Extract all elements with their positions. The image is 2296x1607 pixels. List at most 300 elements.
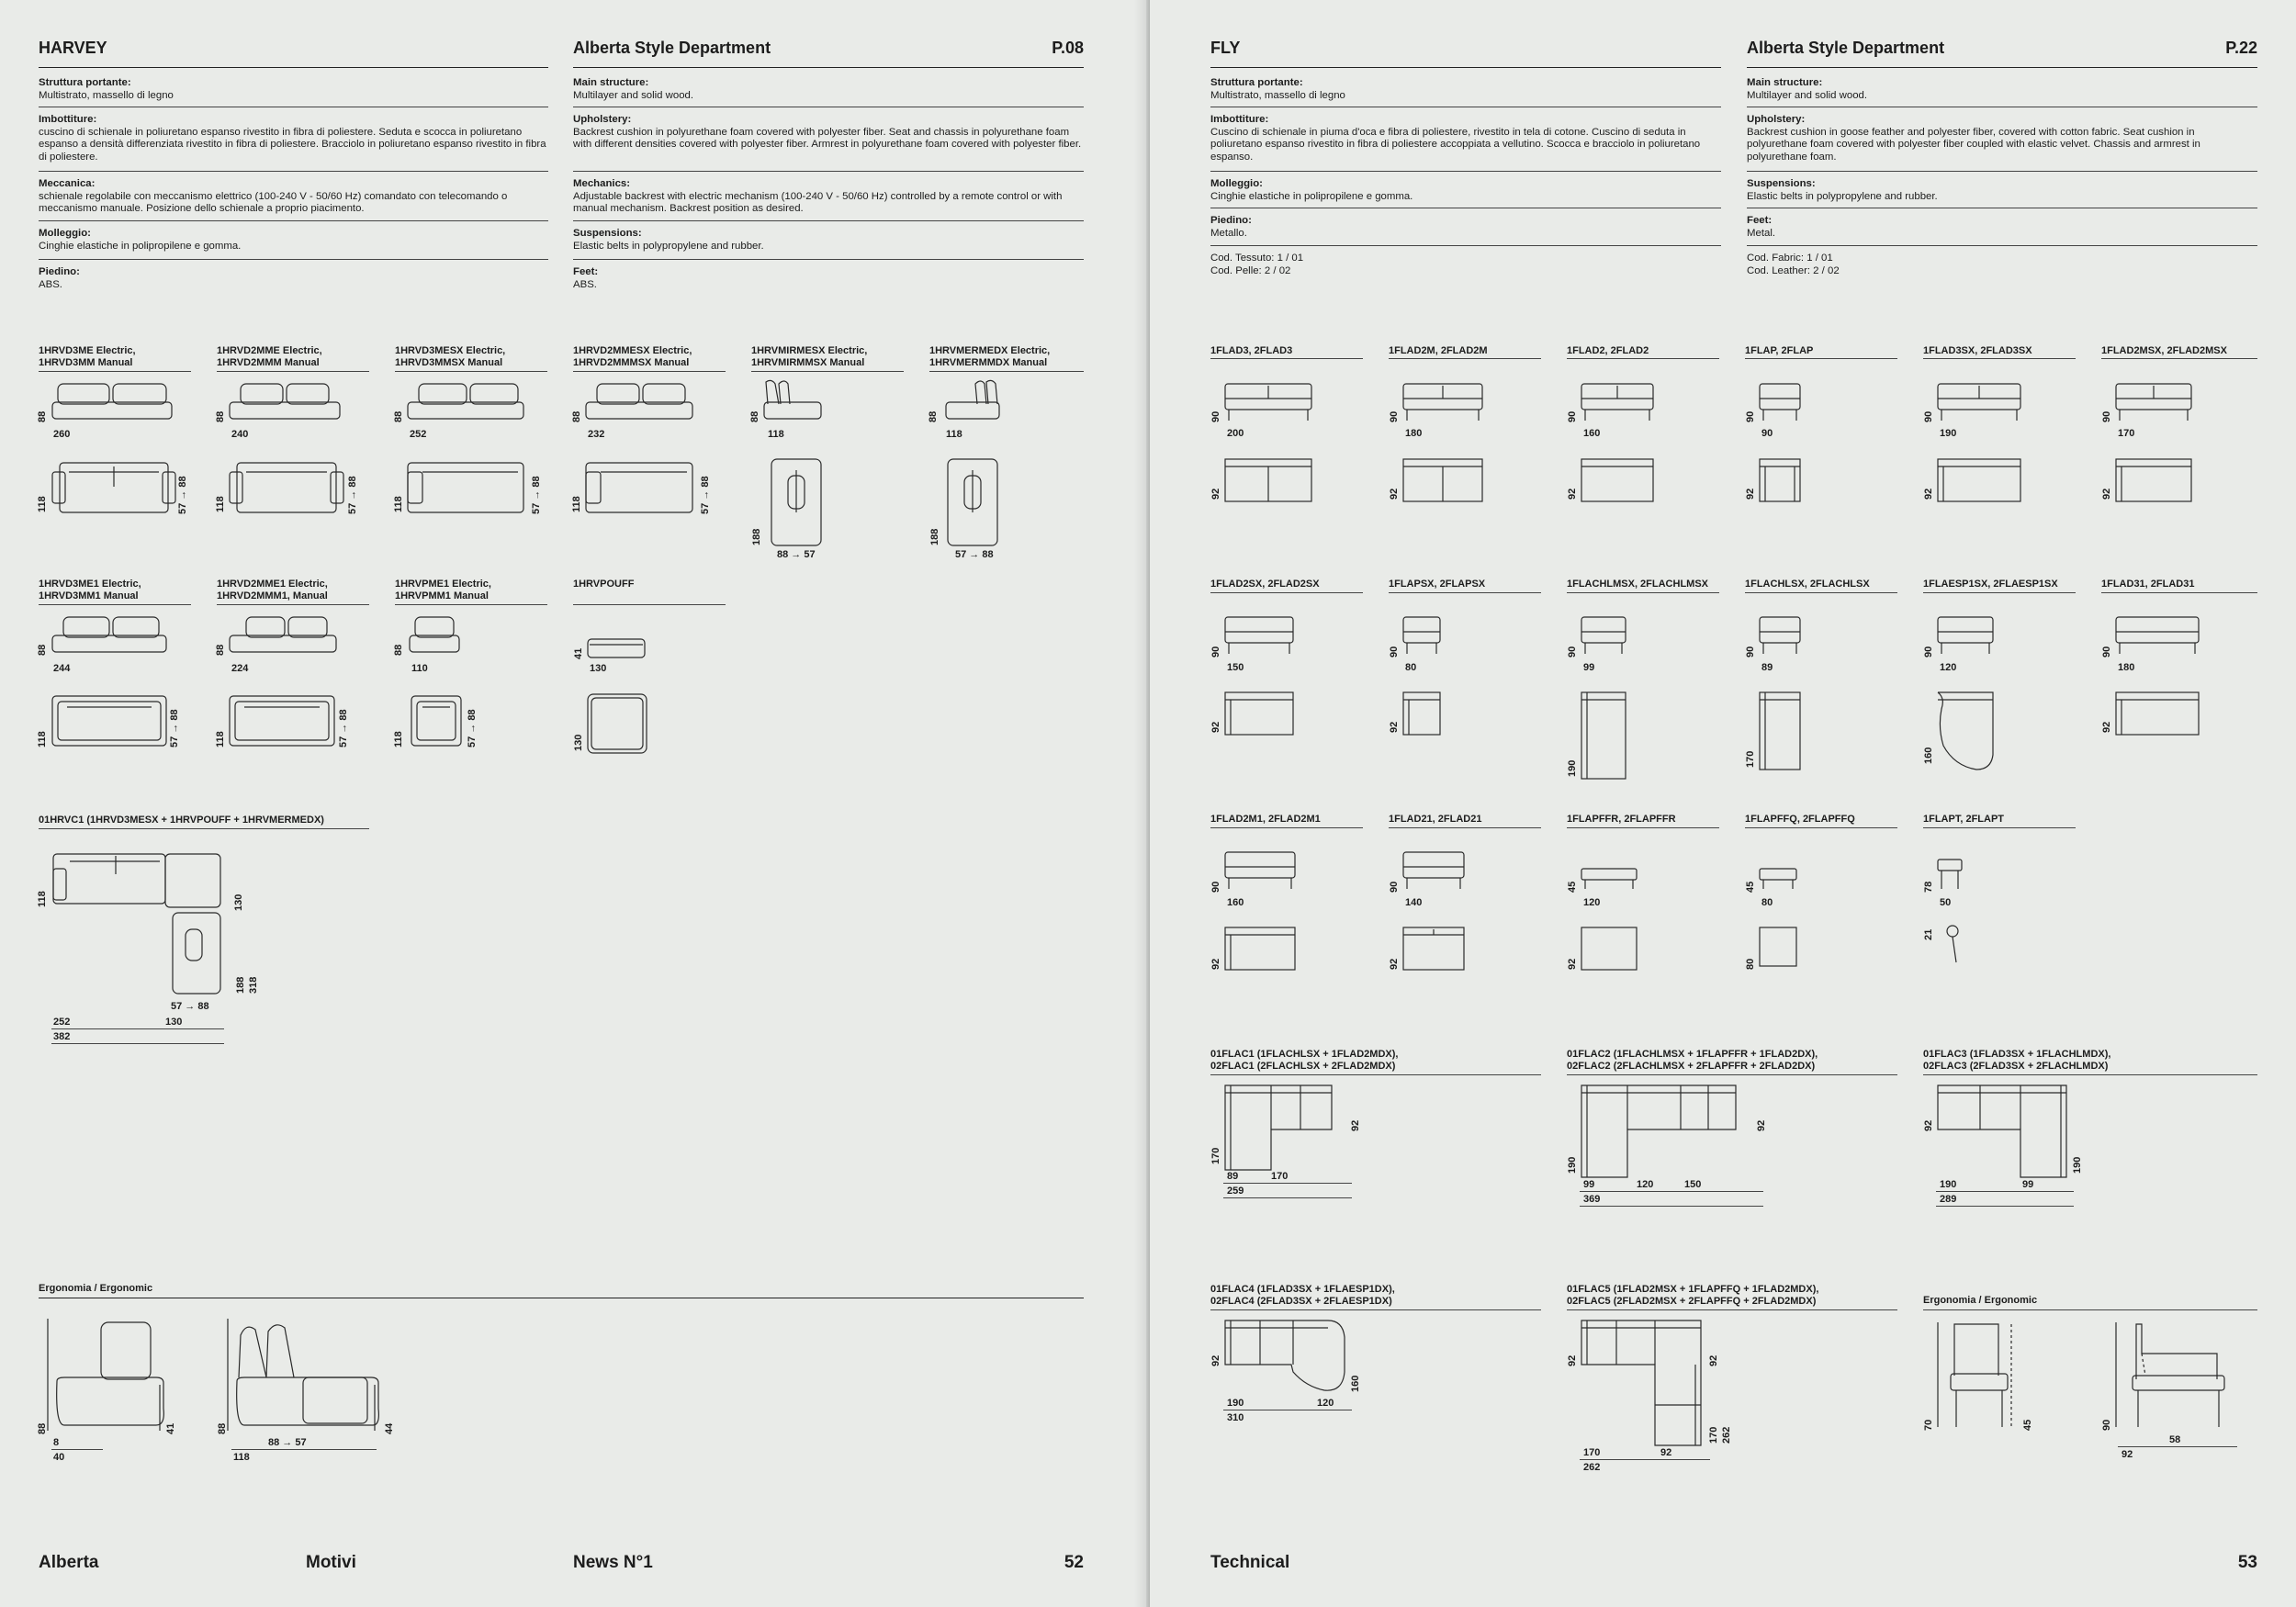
width-dim: 58 xyxy=(2169,1434,2181,1445)
module-rule xyxy=(1923,827,2076,828)
header-rule xyxy=(1210,67,1721,68)
header-rule xyxy=(39,67,548,68)
module-label xyxy=(395,579,491,601)
module-rule xyxy=(1745,592,1897,593)
width-dim: 50 xyxy=(1940,897,1952,908)
width-dim: 150 xyxy=(1227,662,1244,673)
composition-rule xyxy=(1567,1074,1897,1075)
height-dim: 90 xyxy=(2101,646,2112,657)
spec-rule xyxy=(573,220,1084,221)
spec-block-it xyxy=(39,228,548,253)
composition-label xyxy=(1210,1284,1395,1307)
spec-rule xyxy=(39,171,548,172)
footer-section: Motivi xyxy=(306,1553,356,1572)
spec-text: Metal. xyxy=(1747,227,1776,239)
spec-text: schienale regolabile con meccanismo elettrico (100-240 V - 50/60 Hz) comandato con telecomando o meccanismo manuale. Posizione dello schienale a proprio piacimento. xyxy=(39,190,508,215)
module-code: 1HRVD2MME1 Electric, xyxy=(217,579,328,590)
module-rule xyxy=(39,371,191,372)
width-dim: 80 xyxy=(1761,897,1773,908)
armchair-plan-drawing xyxy=(1401,691,1457,736)
module-rule xyxy=(573,371,726,372)
height-dim: 78 xyxy=(1923,881,1934,893)
recline-dim: 88 → 57 xyxy=(268,1437,307,1448)
dim-rule xyxy=(51,1043,224,1044)
spec-text: Multistrato, massello di legno xyxy=(39,89,174,101)
spec-block-it xyxy=(1210,178,1721,203)
width-dim: 310 xyxy=(1227,1412,1244,1423)
ergonomic-side-drawing xyxy=(1936,1320,2028,1431)
spec-text: Multilayer and solid wood. xyxy=(1747,89,1868,101)
depth-dim: 190 xyxy=(1567,1156,1578,1174)
width-dim: 160 xyxy=(1583,428,1601,439)
module-label xyxy=(39,345,136,368)
height-dim: 90 xyxy=(2101,410,2112,422)
width-dim: 92 xyxy=(1660,1447,1672,1458)
sofa-side-drawing xyxy=(228,378,347,424)
module-rule xyxy=(1923,358,2076,359)
composition-rule xyxy=(1567,1309,1897,1310)
spec-heading: Piedino: xyxy=(1210,215,1252,226)
width-dim: 369 xyxy=(1583,1194,1601,1205)
depth-dim: 118 xyxy=(393,496,404,512)
depth-dim: 92 xyxy=(1567,1354,1578,1366)
spec-code: Cod. Leather: 2 / 02 xyxy=(1747,264,1840,276)
spec-heading: Main structure: xyxy=(1747,77,1823,88)
ergonomic-side-drawing xyxy=(46,1317,184,1436)
ergonomic-label: Ergonomia / Ergonomic xyxy=(39,1283,153,1294)
module-code: 1HRVD2MME Electric, xyxy=(217,345,322,356)
footer-page-number: 53 xyxy=(2237,1553,2257,1572)
composition-plan-drawing xyxy=(1580,1082,1763,1183)
depth-dim: 92 xyxy=(1350,1119,1361,1131)
height-dim: 88 xyxy=(217,1422,228,1434)
spec-text: Backrest cushion in goose feather and polyester fiber, covered with cotton fabric. Seat cushion in polyurethane foam covered with polyester fiber coupled with elastic velvet. Chassis and armrest in polyurethane foam. xyxy=(1747,126,2200,163)
width-dim: 118 xyxy=(768,429,784,440)
module-rule xyxy=(1567,592,1719,593)
width-dim: 8 xyxy=(53,1437,60,1448)
spec-text: Adjustable backrest with electric mechanism (100-240 V - 50/60 Hz) controlled by a remote control or with manual mechanism. Backrest position as desired. xyxy=(573,190,1063,215)
module-rule xyxy=(217,371,369,372)
spec-heading: Mechanics: xyxy=(573,178,631,189)
chaise-plan-drawing xyxy=(770,457,825,549)
recline-dim: 57 → 88 xyxy=(338,709,349,747)
depth-dim: 170 xyxy=(1210,1147,1221,1164)
chair-plan-drawing xyxy=(410,694,465,749)
spec-text: Cuscino di schienale in piuma d'oca e fibra di poliestere, rivestito in tela di cotone. Cuscino di seduta in poliuretano espanso rivestito in fibra di poliestere accoppiata a vellutino. Scocca e bracciolo in poliuretano espanso. xyxy=(1210,126,1701,163)
sofa-plan-drawing xyxy=(1223,457,1315,503)
sofa-plan-drawing xyxy=(51,694,179,749)
dim-rule xyxy=(1580,1459,1710,1460)
spec-block-en xyxy=(573,228,1084,253)
composition-plan-drawing xyxy=(1580,1317,1727,1455)
composition-plan-drawing xyxy=(51,852,235,999)
spec-heading: Imbottiture: xyxy=(1210,114,1269,125)
module-label: 1FLACHLMSX, 2FLACHLMSX xyxy=(1567,579,1708,590)
depth-dim: 92 xyxy=(1923,488,1934,500)
height-dim: 88 xyxy=(37,1422,48,1434)
module-label xyxy=(751,345,867,368)
width-dim: 99 xyxy=(1583,1179,1595,1190)
spec-block-it xyxy=(1210,253,1721,277)
width-dim: 89 xyxy=(1227,1171,1239,1182)
dim-rule xyxy=(1223,1197,1352,1198)
footer-page-number: 52 xyxy=(1064,1553,1084,1572)
module-code: 1HRVMERMMDX Manual xyxy=(929,356,1048,368)
module-rule xyxy=(1567,827,1719,828)
depth-dim: 92 xyxy=(2101,488,2112,500)
chair-side-drawing xyxy=(408,612,472,657)
spec-text: ABS. xyxy=(39,278,62,290)
sofa-side-drawing xyxy=(1936,380,2028,426)
pouf-plan-drawing xyxy=(1758,926,1813,972)
width-dim: 262 xyxy=(1583,1462,1601,1473)
recline-dim: 57 → 88 xyxy=(700,476,711,514)
width-dim: 120 xyxy=(1317,1398,1334,1409)
spec-text: Cinghie elastiche in polipropilene e gomma. xyxy=(1210,190,1413,202)
module-label xyxy=(39,579,141,601)
recline-dim: 57 → 88 xyxy=(955,549,994,560)
height-dim: 90 xyxy=(1210,646,1221,657)
width-dim: 80 xyxy=(1405,662,1417,673)
sofa-side-drawing xyxy=(1401,848,1493,894)
spec-block-en xyxy=(1747,215,2257,240)
armchair-side-drawing xyxy=(1758,380,1813,426)
width-dim: 180 xyxy=(1405,428,1423,439)
sofa-side-drawing xyxy=(1401,380,1493,426)
width-dim: 110 xyxy=(411,663,428,674)
width-dim: 252 xyxy=(410,429,427,440)
module-rule xyxy=(2101,592,2257,593)
width-dim: 244 xyxy=(53,663,71,674)
module-code: 1HRVD3MM1 Manual xyxy=(39,590,139,601)
side-table-drawing xyxy=(1936,858,1973,894)
sofa-side-drawing xyxy=(584,378,703,424)
composition-code: 02FLAC1 (2FLACHLSX + 2FLAD2MDX) xyxy=(1210,1060,1396,1072)
sofa-plan-drawing xyxy=(1223,691,1315,736)
module-rule xyxy=(1210,592,1363,593)
width-dim: 120 xyxy=(1637,1179,1654,1190)
ergonomic-label: Ergonomia / Ergonomic xyxy=(1923,1295,2038,1306)
width-dim: 89 xyxy=(1761,662,1773,673)
width-dim: 170 xyxy=(1583,1447,1601,1458)
depth-dim: 130 xyxy=(233,893,244,911)
module-label xyxy=(929,345,1050,368)
sofa-side-drawing xyxy=(1223,848,1315,894)
recline-dim: 57 → 88 xyxy=(177,476,188,514)
height-dim: 45 xyxy=(1567,881,1578,893)
recline-dim: 88 → 57 xyxy=(777,549,816,560)
ergonomic-rule xyxy=(1923,1309,2257,1310)
ergonomic-recline-drawing xyxy=(226,1317,391,1436)
height-dim: 88 xyxy=(571,410,582,422)
spec-text: Metallo. xyxy=(1210,227,1247,239)
module-label: 1FLAP, 2FLAP xyxy=(1745,345,1814,356)
recline-dim: 57 → 88 xyxy=(531,476,542,514)
height-dim: 88 xyxy=(393,644,404,656)
chair-side-drawing xyxy=(762,376,827,424)
width-dim: 190 xyxy=(1227,1398,1244,1409)
chaise-side-drawing xyxy=(1758,613,1813,659)
sofa-plan-drawing xyxy=(228,694,347,749)
recline-dim: 57 → 88 xyxy=(467,709,478,747)
dim-rule xyxy=(1223,1183,1352,1184)
height-dim: 90 xyxy=(1745,646,1756,657)
sofa-side-drawing xyxy=(228,612,347,657)
module-rule xyxy=(573,604,726,605)
spec-text: Multistrato, massello di legno xyxy=(1210,89,1345,101)
module-label: 1FLAD21, 2FLAD21 xyxy=(1389,814,1482,825)
module-code: 1HRVD3ME Electric, xyxy=(39,345,136,356)
composition-label xyxy=(1567,1284,1818,1307)
composition-code: 02FLAC3 (2FLAD3SX + 2FLACHLMDX) xyxy=(1923,1060,2109,1072)
sofa-plan-drawing xyxy=(1401,926,1493,972)
composition-code: 01FLAC4 (1FLAD3SX + 1FLAESP1DX), xyxy=(1210,1284,1395,1295)
module-code: 1HRVD2MMMSX Manual xyxy=(573,356,690,368)
sofa-plan-drawing xyxy=(228,459,347,516)
module-code: 1HRVPME1 Electric, xyxy=(395,579,491,590)
sofa-plan-drawing xyxy=(584,459,703,516)
sofa-side-drawing xyxy=(406,378,535,424)
spec-heading: Molleggio: xyxy=(1210,178,1263,189)
module-rule xyxy=(1210,358,1363,359)
module-label: 1FLAD2SX, 2FLAD2SX xyxy=(1210,579,1320,590)
spec-rule xyxy=(573,171,1084,172)
composition-plan-drawing xyxy=(1223,1082,1352,1183)
header-rule xyxy=(1747,67,2257,68)
height-dim: 41 xyxy=(573,647,584,659)
spec-code: Cod. Tessuto: 1 / 01 xyxy=(1210,253,1304,264)
height-dim: 90 xyxy=(1745,410,1756,422)
recline-dim: 57 → 88 xyxy=(171,1001,209,1012)
depth-dim: 190 xyxy=(1567,759,1578,777)
module-rule xyxy=(39,604,191,605)
dim-rule xyxy=(1580,1191,1763,1192)
depth-dim: 92 xyxy=(1756,1119,1767,1131)
module-label: 1FLAD31, 2FLAD31 xyxy=(2101,579,2195,590)
dim-rule xyxy=(1580,1206,1763,1207)
sofa-plan-drawing xyxy=(2114,457,2206,503)
depth-dim: 118 xyxy=(393,731,404,747)
module-code: 1HRVD2MMESX Electric, xyxy=(573,345,692,356)
depth-dim: 188 xyxy=(235,976,246,994)
height-dim: 90 xyxy=(1389,410,1400,422)
spec-block-en xyxy=(1747,114,2257,163)
module-label xyxy=(217,579,328,601)
width-dim: 40 xyxy=(53,1452,65,1463)
module-label xyxy=(573,345,692,368)
depth-dim: 170 xyxy=(1745,750,1756,768)
spec-heading: Feet: xyxy=(573,266,599,277)
depth-dim: 92 xyxy=(2101,721,2112,733)
module-code: 1HRVD3MESX Electric, xyxy=(395,345,506,356)
width-dim: 289 xyxy=(1940,1194,1957,1205)
height-dim: 90 xyxy=(1567,410,1578,422)
chaise-plan-drawing xyxy=(1936,691,2009,773)
depth-dim: 188 xyxy=(751,528,762,545)
width-dim: 130 xyxy=(165,1017,183,1028)
armchair-plan-drawing xyxy=(1758,457,1813,503)
height-dim: 90 xyxy=(1210,881,1221,893)
depth-dim: 92 xyxy=(1210,721,1221,733)
module-code: 1HRVD3MM Manual xyxy=(39,356,133,368)
spec-block-en xyxy=(1747,178,2257,203)
sofa-side-drawing xyxy=(2114,613,2206,659)
height-dim: 90 xyxy=(1389,881,1400,893)
height-dim: 88 xyxy=(37,644,48,656)
sofa-plan-drawing xyxy=(1223,926,1315,972)
height-dim: 90 xyxy=(1923,646,1934,657)
spec-text: Backrest cushion in polyurethane foam covered with polyester fiber. Seat and chassis in polyurethane foam with different densities covered with polyester fiber. Armrest in polyurethane foam covered with polyester fiber. xyxy=(573,126,1082,151)
depth-dim: 118 xyxy=(215,496,226,512)
spec-heading: Meccanica: xyxy=(39,178,96,189)
module-rule xyxy=(395,371,547,372)
module-label: 1FLAPFFQ, 2FLAPFFQ xyxy=(1745,814,1855,825)
composition-code: 01FLAC5 (1FLAD2MSX + 1FLAPFFQ + 1FLAD2MDX), xyxy=(1567,1284,1819,1295)
width-dim: 92 xyxy=(2122,1449,2133,1460)
module-code: 1HRVPOUFF xyxy=(573,579,635,590)
module-code: 1HRVPMM1 Manual xyxy=(395,590,489,601)
width-dim: 240 xyxy=(231,429,249,440)
composition-code: 01FLAC1 (1FLACHLSX + 1FLAD2MDX), xyxy=(1210,1049,1399,1060)
width-dim: 130 xyxy=(590,663,607,674)
module-rule xyxy=(1923,592,2076,593)
height-dim: 90 xyxy=(1210,410,1221,422)
module-rule xyxy=(1389,827,1541,828)
height-dim: 88 xyxy=(928,410,939,422)
height-dim: 90 xyxy=(1923,410,1934,422)
module-rule xyxy=(1210,827,1363,828)
seat-height-dim: 41 xyxy=(165,1422,176,1434)
spec-block-it xyxy=(1210,77,1721,102)
depth-dim: 160 xyxy=(1350,1375,1361,1392)
width-dim: 170 xyxy=(2118,428,2135,439)
side-table-plan-drawing xyxy=(1941,924,1969,970)
width-dim: 118 xyxy=(946,429,962,440)
width-dim: 160 xyxy=(1227,897,1244,908)
composition-label xyxy=(1210,1049,1398,1072)
composition-rule xyxy=(1210,1074,1541,1075)
spec-block-en xyxy=(573,178,1087,216)
width-dim: 382 xyxy=(53,1031,71,1042)
right-page xyxy=(1150,0,2296,1607)
depth-dim: 318 xyxy=(248,976,259,994)
spec-block-en xyxy=(573,114,1084,152)
spec-heading: Suspensions: xyxy=(1747,178,1816,189)
depth-dim: 92 xyxy=(1210,958,1221,970)
composition-rule xyxy=(39,828,369,829)
spec-rule xyxy=(1747,245,2257,246)
spec-heading: Imbottiture: xyxy=(39,114,97,125)
depth-dim: 130 xyxy=(573,734,584,751)
pouf-plan-drawing xyxy=(1580,926,1653,972)
width-dim: 99 xyxy=(1583,662,1595,673)
spec-rule xyxy=(573,259,1084,260)
module-label: 1FLAPSX, 2FLAPSX xyxy=(1389,579,1486,590)
spec-heading: Main structure: xyxy=(573,77,649,88)
width-dim: 232 xyxy=(588,429,605,440)
module-label: 1FLAD2MSX, 2FLAD2MSX xyxy=(2101,345,2227,356)
module-label: 1FLAD3, 2FLAD3 xyxy=(1210,345,1293,356)
sofa-side-drawing xyxy=(1223,380,1315,426)
sofa-plan-drawing xyxy=(2114,691,2206,736)
height-dim: 90 xyxy=(1389,646,1400,657)
chaise-side-drawing xyxy=(1580,613,1635,659)
sofa-side-drawing xyxy=(51,378,179,424)
spec-block-en xyxy=(573,266,1084,291)
module-code: 1HRVD2MMM1, Manual xyxy=(217,590,328,601)
height-dim: 45 xyxy=(1745,881,1756,893)
width-dim: 170 xyxy=(1271,1171,1289,1182)
width-dim: 120 xyxy=(1583,897,1601,908)
module-label: 1FLAD3SX, 2FLAD3SX xyxy=(1923,345,2032,356)
composition-code: 02FLAC2 (2FLACHLMSX + 2FLAPFFR + 2FLAD2DX) xyxy=(1567,1060,1816,1072)
pouf-side-drawing xyxy=(1580,867,1653,894)
spec-text: Multilayer and solid wood. xyxy=(573,89,694,101)
product-title: FLY xyxy=(1210,39,1241,57)
depth-dim: 80 xyxy=(1745,958,1756,970)
spec-text: Cinghie elastiche in polipropilene e gomma. xyxy=(39,240,242,252)
dim-rule xyxy=(51,1028,224,1029)
depth-dim: 92 xyxy=(1389,958,1400,970)
spec-code: Cod. Pelle: 2 / 02 xyxy=(1210,264,1291,276)
spec-heading: Piedino: xyxy=(39,266,80,277)
spec-heading: Struttura portante: xyxy=(39,77,131,88)
product-title: HARVEY xyxy=(39,39,107,57)
width-dim: 200 xyxy=(1227,428,1244,439)
depth-dim: 92 xyxy=(1923,1119,1934,1131)
spec-block-en xyxy=(1747,77,2257,102)
spec-block-it xyxy=(39,114,548,163)
depth-dim: 92 xyxy=(1210,488,1221,500)
spec-rule xyxy=(1747,171,2257,172)
department-title: Alberta Style Department xyxy=(1747,39,1945,57)
height-dim: 90 xyxy=(2101,1419,2112,1431)
composition-rule xyxy=(1210,1309,1541,1310)
module-rule xyxy=(1389,592,1541,593)
sofa-side-drawing xyxy=(1580,380,1671,426)
spec-text: ABS. xyxy=(573,278,597,290)
page-code: P.22 xyxy=(2225,39,2257,57)
module-rule xyxy=(1389,358,1541,359)
spec-text: cuscino di schienale in poliuretano espanso rivestito in fibra di poliestere. Seduta e scocca in poliuretano espanso a densità differenziata rivestito in fibra di poliestere. Bracciolo in poliuretano espanso rivestito in fibra di poliestere. xyxy=(39,126,546,163)
width-dim: 190 xyxy=(1940,1179,1957,1190)
width-dim: 259 xyxy=(1227,1186,1244,1197)
module-rule xyxy=(2101,358,2257,359)
composition-rule xyxy=(1923,1074,2257,1075)
depth-dim: 118 xyxy=(37,891,48,907)
spec-block-it xyxy=(1210,215,1721,240)
spec-heading: Feet: xyxy=(1747,215,1773,226)
spec-rule xyxy=(39,220,548,221)
sofa-side-drawing xyxy=(51,612,179,657)
spec-block-it xyxy=(39,178,557,216)
depth-dim: 92 xyxy=(1567,958,1578,970)
recline-dim: 57 → 88 xyxy=(169,709,180,747)
header-rule xyxy=(573,67,1084,68)
depth-dim: 92 xyxy=(1708,1354,1719,1366)
module-label: 1FLAPFFR, 2FLAPFFR xyxy=(1567,814,1676,825)
module-rule xyxy=(1567,358,1719,359)
armchair-side-drawing xyxy=(1401,613,1457,659)
spec-rule xyxy=(39,259,548,260)
spec-heading: Molleggio: xyxy=(39,228,91,239)
footer-brand: Alberta xyxy=(39,1553,99,1572)
sofa-plan-drawing xyxy=(1936,457,2028,503)
composition-code: 01FLAC2 (1FLACHLMSX + 1FLAPFFR + 1FLAD2DX), xyxy=(1567,1049,1818,1060)
module-rule xyxy=(395,604,547,605)
module-rule xyxy=(751,371,904,372)
height-dim: 88 xyxy=(215,410,226,422)
